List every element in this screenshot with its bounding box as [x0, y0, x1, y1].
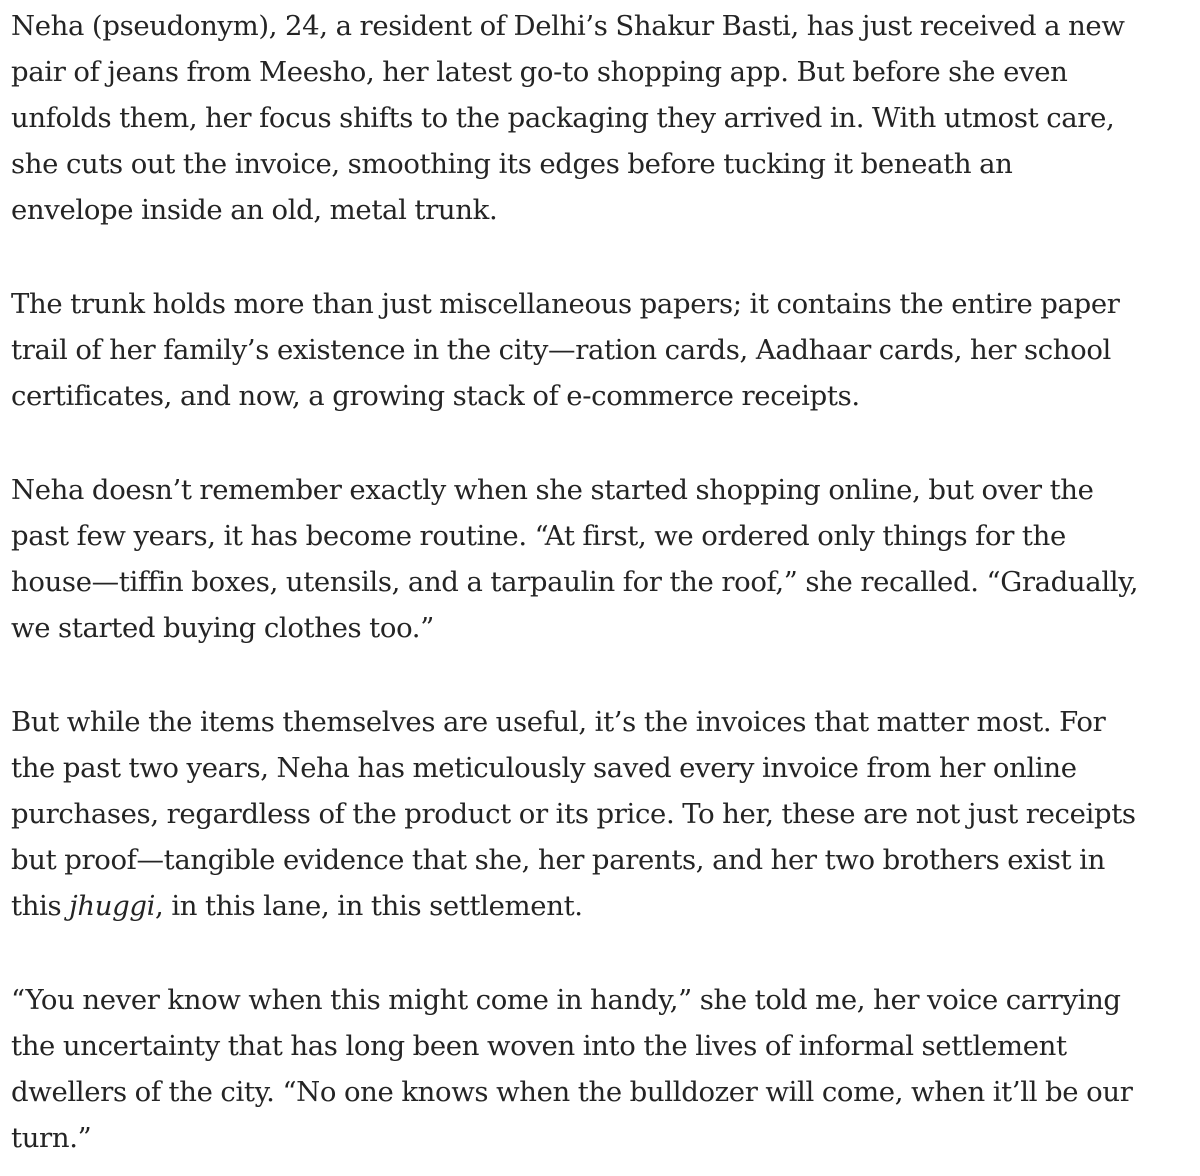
text-line: unfolds them, her focus shifts to the packaging they arrived in. With utmost care, — [11, 102, 1115, 134]
text-line: The trunk holds more than just miscellaneous papers; it contains the entire paper — [11, 288, 1120, 320]
text-line: turn.” — [11, 1122, 92, 1154]
text-line: Neha (pseudonym), 24, a resident of Delhi’s Shakur Basti, has just received a new — [11, 10, 1125, 42]
paragraph-trunk — [11, 281, 1191, 419]
text-line: “You never know when this might come in handy,” she told me, her voice carrying — [11, 984, 1121, 1016]
text-line: the past two years, Neha has meticulously saved every invoice from her online — [11, 752, 1077, 784]
paragraph-intro — [11, 0, 1191, 233]
text-line: pair of jeans from Meesho, her latest go-to shopping app. But before she even — [11, 56, 1068, 88]
paragraph-invoices — [11, 699, 1191, 929]
text-fragment: , in this lane, in this settlement. — [155, 890, 583, 922]
text-line: we started buying clothes too.” — [11, 612, 434, 644]
text-line: trail of her family’s existence in the city—ration cards, Aadhaar cards, her school — [11, 334, 1111, 366]
text-line: envelope inside an old, metal trunk. — [11, 194, 498, 226]
text-line: Neha doesn’t remember exactly when she started shopping online, but over the — [11, 474, 1094, 506]
text-line: but proof—tangible evidence that she, her parents, and her two brothers exist in — [11, 844, 1105, 876]
text-line: the uncertainty that has long been woven into the lives of informal settlement — [11, 1030, 1067, 1062]
article-body — [11, 0, 1191, 1161]
text-fragment: this — [11, 890, 70, 922]
text-line: purchases, regardless of the product or its price. To her, these are not just receipts — [11, 798, 1136, 830]
paragraph-quote — [11, 977, 1191, 1161]
text-line: But while the items themselves are useful, it’s the invoices that matter most. For — [11, 706, 1106, 738]
text-line — [11, 883, 1191, 929]
text-line: house—tiffin boxes, utensils, and a tarpaulin for the roof,” she recalled. “Gradually, — [11, 566, 1139, 598]
text-line: past few years, it has become routine. “At first, we ordered only things for the — [11, 520, 1066, 552]
paragraph-shopping-online — [11, 467, 1191, 651]
italic-term: jhuggi — [69, 890, 156, 922]
text-line: dwellers of the city. “No one knows when the bulldozer will come, when it’ll be our — [11, 1076, 1133, 1108]
text-line: she cuts out the invoice, smoothing its edges before tucking it beneath an — [11, 148, 1013, 180]
text-line: certificates, and now, a growing stack of e-commerce receipts. — [11, 380, 860, 412]
